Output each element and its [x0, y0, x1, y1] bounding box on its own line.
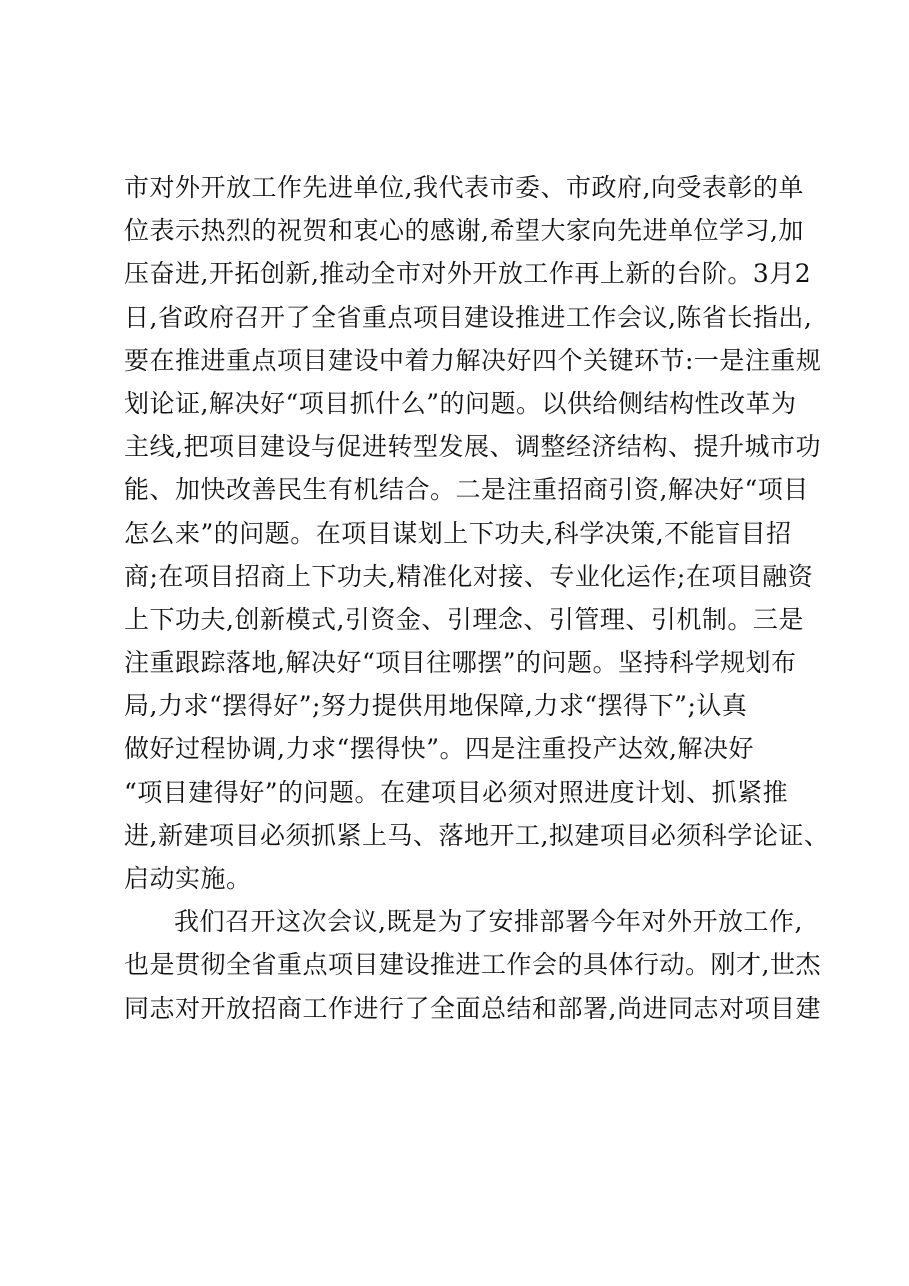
text-line: 做好过程协调,力求“摆得快”。四是注重投产达效,解决好 [124, 734, 754, 764]
text-line: 要在推进重点项目建设中着力解决好四个关键环节:一是注重规 [124, 345, 822, 375]
text-line: 日,省政府召开了全省重点项目建设推进工作会议,陈省长指出, [124, 302, 813, 332]
text-line: 注重跟踪落地,解决好“项目往哪摆”的问题。坚持科学规划布 [124, 648, 797, 678]
text-line: 也是贯彻全省重点项目建设推进工作会的具体行动。刚才,世杰 [124, 950, 821, 980]
text-line: 划论证,解决好“项目抓什么”的问题。以供给侧结构性改革为 [124, 388, 797, 418]
text-line: 启动实施。 [124, 864, 252, 893]
text-line: 市对外开放工作先进单位,我代表市委、市政府,向受表彰的单 [124, 173, 804, 202]
paragraph-2 [124, 900, 824, 1030]
text-line: 怎么来”的问题。在项目谋划上下功夫,科学决策,不能盲目招 [124, 518, 792, 548]
document-body [124, 166, 830, 1030]
text-line: 进,新建项目必须抓紧上马、落地开工,拟建项目必须科学论证、 [124, 820, 830, 850]
text-line: 能、加快改善民生有机结合。二是注重招商引资,解决好“项目 [124, 475, 809, 505]
text-line: 同志对开放招商工作进行了全面总结和部署,尚进同志对项目建 [124, 993, 821, 1023]
paragraph-1 [124, 166, 830, 900]
text-line: 商;在项目招商上下功夫,精准化对接、专业化运作;在项目融资 [124, 561, 814, 591]
text-line-indented: 我们召开这次会议,既是为了安排部署今年对外开放工作, [174, 907, 803, 937]
text-line: 主线,把项目建设与促进转型发展、调整经济结构、提升城市功 [124, 432, 821, 462]
text-line: 上下功夫,创新模式,引资金、引理念、引管理、引机制。三是 [124, 604, 804, 634]
text-line: 压奋进,开拓创新,推动全市对外开放工作再上新的台阶。3月2 [124, 259, 812, 289]
text-line: 位表示热烈的祝贺和衷心的感谢,希望大家向先进单位学习,加 [124, 216, 804, 246]
text-line: “项目建得好”的问题。在建项目必须对照进度计划、抓紧推 [124, 777, 789, 807]
text-line: 局,力求“摆得好”;努力提供用地保障,力求“摆得下”;认真 [124, 691, 748, 721]
